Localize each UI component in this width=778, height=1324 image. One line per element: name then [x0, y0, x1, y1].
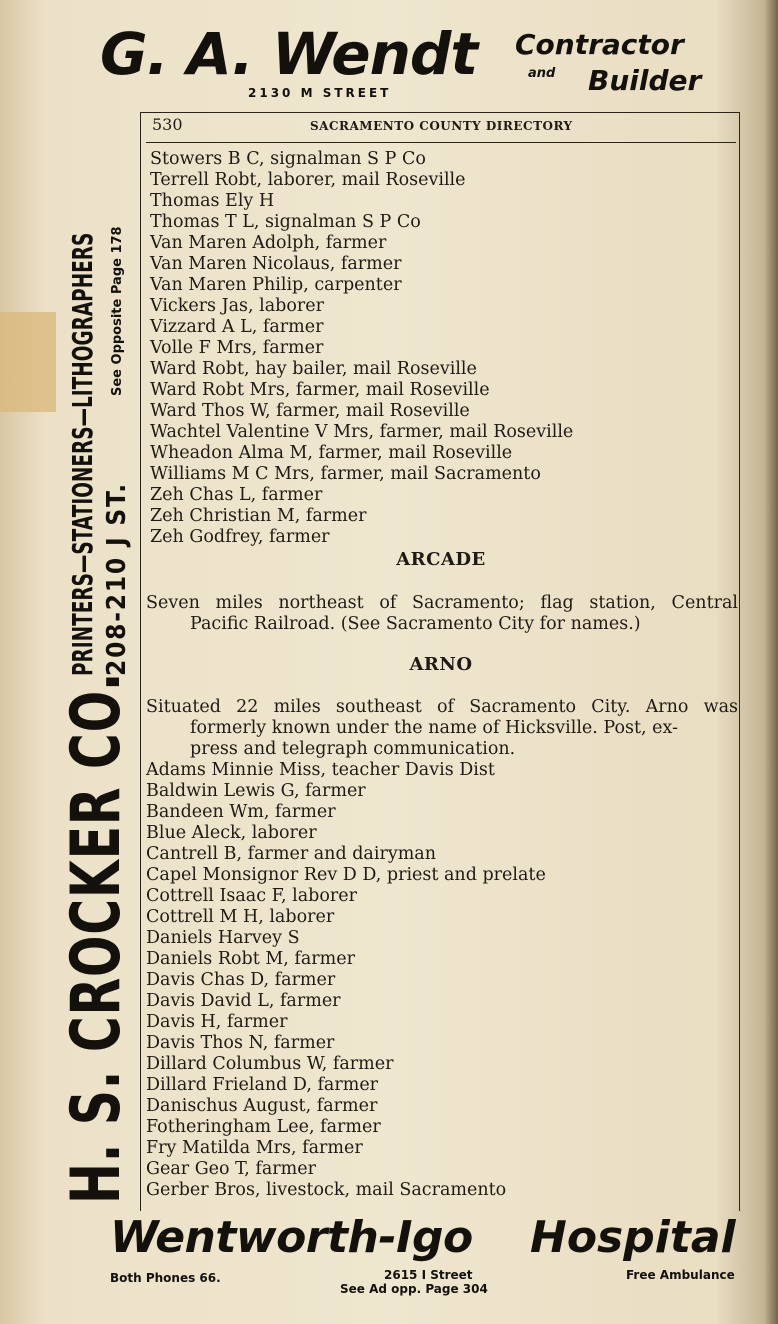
header-rule [146, 142, 736, 143]
directory-entry: Volle F Mrs, farmer [150, 338, 324, 358]
side-ad-company: H. S. CROCKER CO. [57, 671, 136, 1204]
directory-entry: Ward Thos W, farmer, mail Roseville [150, 401, 470, 421]
directory-entry: Capel Monsignor Rev D D, priest and prelate [146, 865, 546, 885]
directory-entry: Williams M C Mrs, farmer, mail Sacramento [150, 464, 541, 484]
directory-entry: Thomas T L, signalman S P Co [150, 212, 421, 232]
directory-entry: Gear Geo T, farmer [146, 1159, 316, 1179]
arno-desc-line: press and telegraph communication. [190, 739, 516, 759]
footer-street: 2615 I Street [384, 1268, 473, 1282]
footer-ambulance: Free Ambulance [626, 1268, 735, 1282]
arno-desc-line: Situated 22 miles southeast of Sacramento City. Arno was [146, 697, 738, 717]
directory-entry: Van Maren Nicolaus, farmer [150, 254, 402, 274]
footer-title-a: Wentworth-Igo [110, 1212, 473, 1263]
directory-entry: Bandeen Wm, farmer [146, 802, 336, 822]
directory-entry: Davis Chas D, farmer [146, 970, 336, 990]
header-trade-line2: Builder [588, 64, 702, 97]
side-ad-trades: PRINTERS—STATIONERS—LITHOGRAPHERS [66, 232, 99, 676]
directory-entry: Cantrell B, farmer and dairyman [146, 844, 436, 864]
directory-list-top [150, 149, 740, 548]
directory-entry: Blue Aleck, laborer [146, 823, 317, 843]
footer-phones: Both Phones 66. [110, 1271, 221, 1285]
tape-strip [0, 312, 56, 412]
directory-entry: Zeh Chas L, farmer [150, 485, 323, 505]
directory-entry: Danischus August, farmer [146, 1096, 378, 1116]
page-edge-shadow [764, 0, 778, 1324]
directory-entry: Vizzard A L, farmer [150, 317, 324, 337]
directory-entry: Thomas Ely H [150, 191, 275, 211]
arcade-description [146, 593, 738, 635]
section-heading-arcade: ARCADE [396, 549, 486, 570]
directory-entry: Gerber Bros, livestock, mail Sacramento [146, 1180, 507, 1200]
running-head: SACRAMENTO COUNTY DIRECTORY [310, 119, 573, 133]
arno-desc-line: formerly known under the name of Hicksville. Post, ex- [190, 718, 678, 738]
directory-entry: Cottrell Isaac F, laborer [146, 886, 357, 906]
directory-entry: Adams Minnie Miss, teacher Davis Dist [146, 760, 495, 780]
directory-entry: Davis Thos N, farmer [146, 1033, 335, 1053]
directory-entry: Daniels Robt M, farmer [146, 949, 355, 969]
directory-entry: Vickers Jas, laborer [150, 296, 325, 316]
side-ad-address: 208-210 J ST. [102, 482, 132, 676]
directory-entry: Cottrell M H, laborer [146, 907, 335, 927]
directory-entry: Ward Robt, hay bailer, mail Roseville [150, 359, 477, 379]
page-number: 530 [152, 115, 183, 134]
side-ad-see-page: See Opposite Page 178 [110, 226, 125, 396]
side-advertisement [57, 114, 136, 1204]
directory-entry: Stowers B C, signalman S P Co [150, 149, 426, 169]
directory-entry: Zeh Godfrey, farmer [150, 527, 330, 547]
directory-entry: Davis David L, farmer [146, 991, 341, 1011]
footer-title-b: Hospital [530, 1212, 736, 1263]
directory-entry: Dillard Columbus W, farmer [146, 1054, 394, 1074]
directory-entry: Zeh Christian M, farmer [150, 506, 367, 526]
arcade-desc-line: Seven miles northeast of Sacramento; flag station, Central [146, 593, 738, 613]
directory-entry: Ward Robt Mrs, farmer, mail Roseville [150, 380, 490, 400]
directory-list-arno [146, 760, 736, 1201]
directory-entry: Davis H, farmer [146, 1012, 288, 1032]
footer-see-ad: See Ad opp. Page 304 [340, 1282, 488, 1296]
section-heading-arno: ARNO [409, 654, 473, 675]
directory-entry: Fry Matilda Mrs, farmer [146, 1138, 363, 1158]
directory-entry: Wachtel Valentine V Mrs, farmer, mail Roseville [150, 422, 574, 442]
directory-entry: Wheadon Alma M, farmer, mail Roseville [150, 443, 513, 463]
directory-entry: Baldwin Lewis G, farmer [146, 781, 366, 801]
directory-entry: Van Maren Adolph, farmer [150, 233, 387, 253]
directory-entry: Van Maren Philip, carpenter [150, 275, 402, 295]
arno-description [146, 697, 738, 760]
directory-entry: Fotheringham Lee, farmer [146, 1117, 381, 1137]
directory-entry: Terrell Robt, laborer, mail Roseville [150, 170, 466, 190]
directory-entry: Daniels Harvey S [146, 928, 300, 948]
header-trade-and: and [528, 66, 556, 81]
directory-entry: Dillard Frieland D, farmer [146, 1075, 379, 1095]
header-advertiser-name: G. A. Wendt [100, 20, 478, 88]
arcade-desc-line: Pacific Railroad. (See Sacramento City for names.) [190, 614, 641, 634]
header-trade-line1: Contractor [515, 28, 684, 61]
header-advertiser-address: 2130 M STREET [248, 86, 392, 100]
